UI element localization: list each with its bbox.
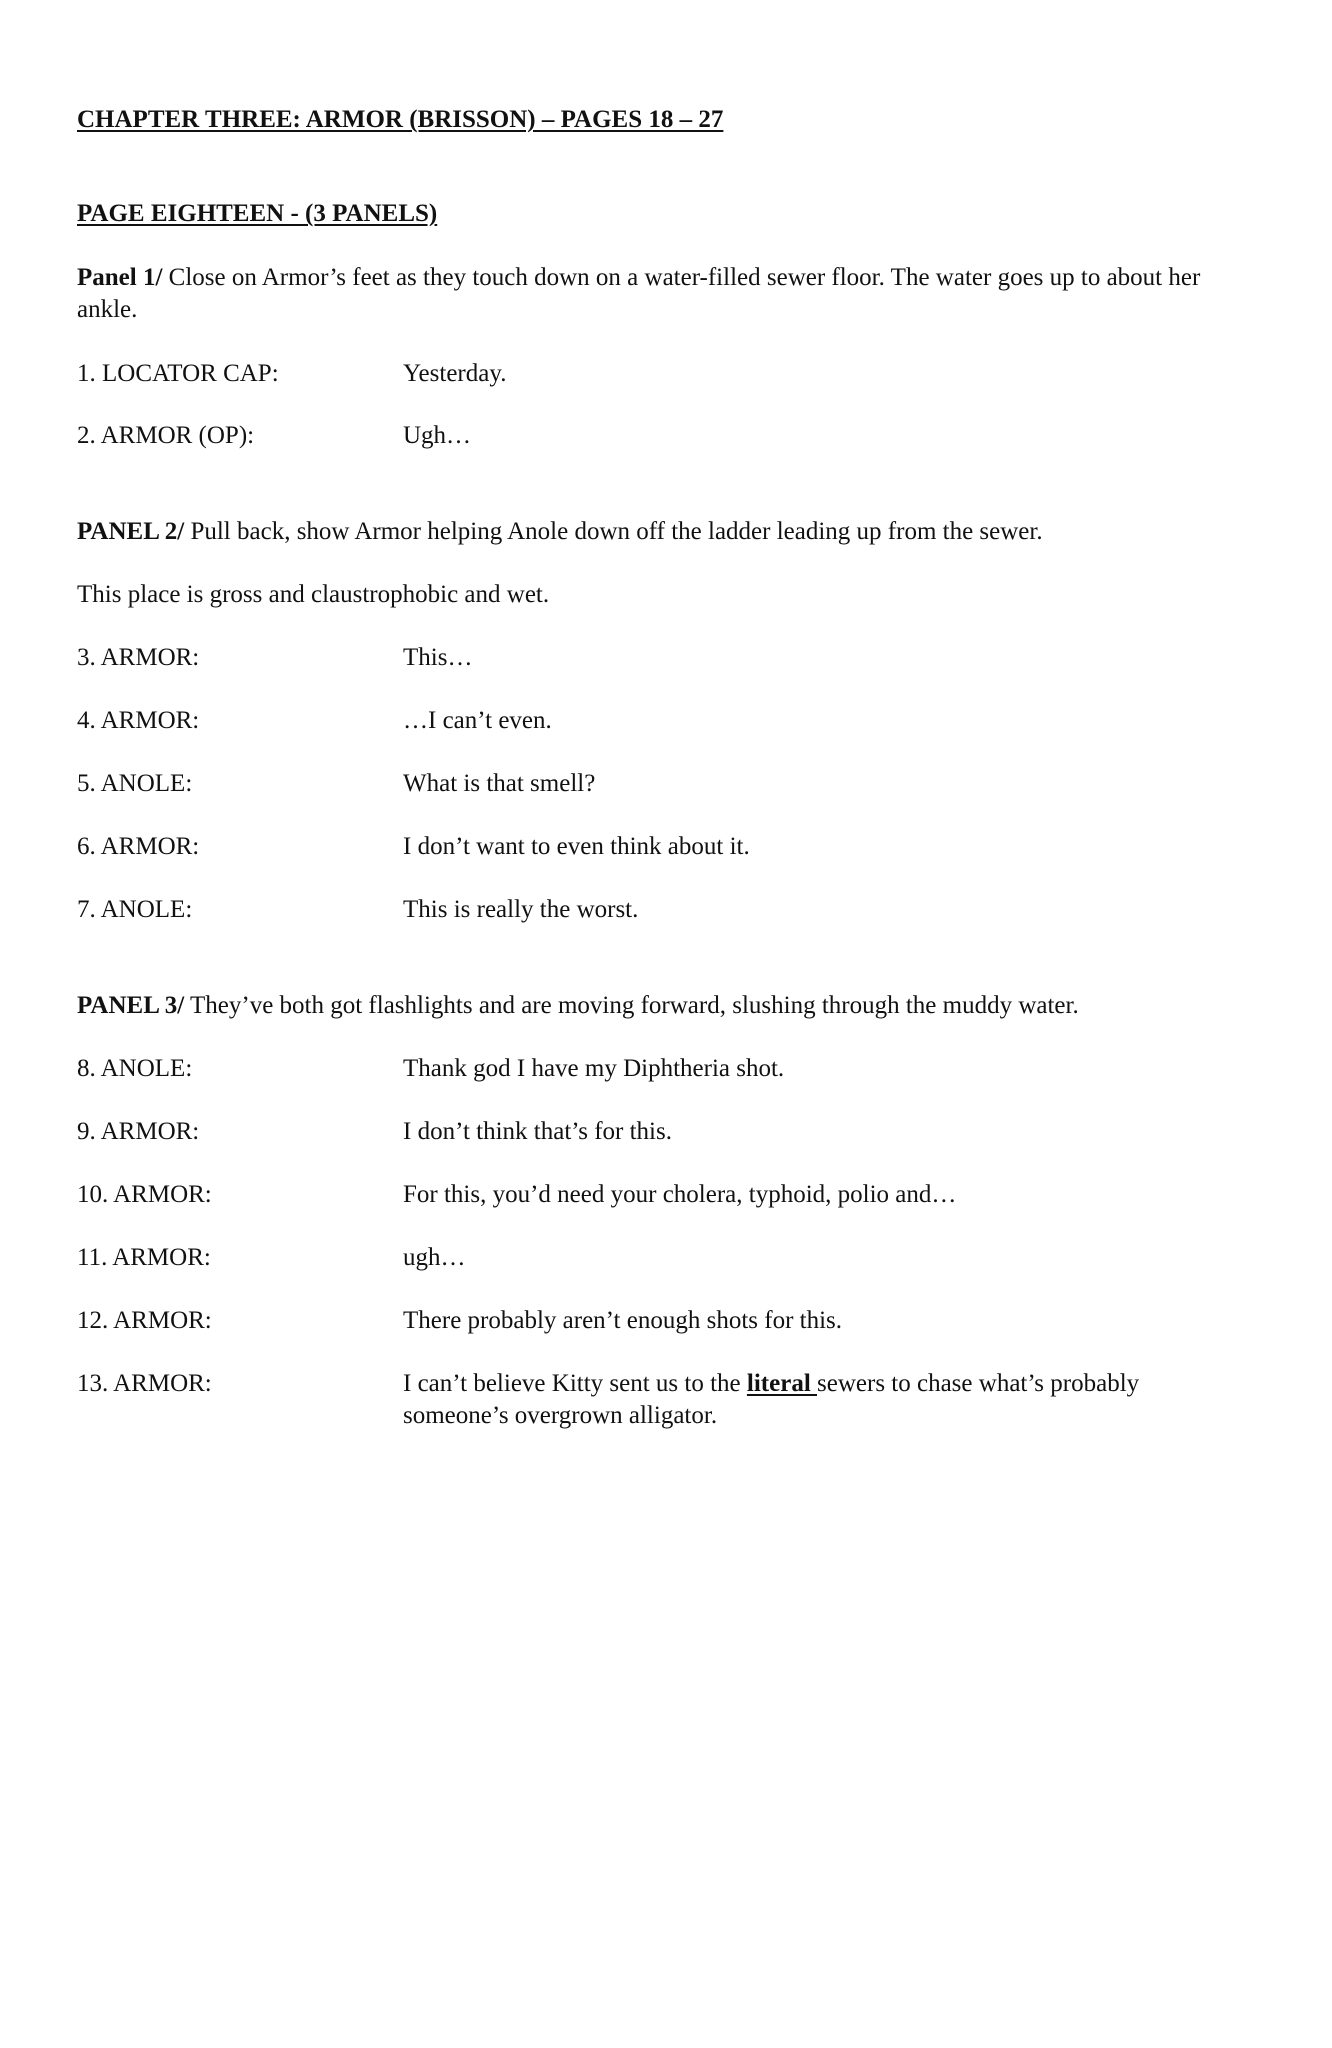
panel-3-text: They’ve both got flashlights and are moving forward, slushing through the muddy water.: [184, 992, 1079, 1019]
dialogue-text: This…: [403, 644, 473, 671]
dialogue-text-before: I can’t believe Kitty sent us to the: [403, 1370, 747, 1397]
dialogue-text: Ugh…: [403, 422, 472, 449]
page-heading: PAGE EIGHTEEN - (3 PANELS): [77, 200, 438, 227]
panel-2-description: [77, 516, 1227, 548]
speaker: 6. ARMOR:: [77, 833, 200, 860]
speaker: 13. ARMOR:: [77, 1370, 212, 1397]
dialogue-text: What is that smell?: [403, 770, 596, 797]
speaker: 3. ARMOR:: [77, 644, 200, 671]
speaker: 4. ARMOR:: [77, 707, 200, 734]
panel-2-label: PANEL 2/: [77, 518, 185, 545]
dialogue-text: Thank god I have my Diphtheria shot.: [403, 1055, 785, 1082]
panel-3-description: [77, 990, 1227, 1022]
panel-2-text: Pull back, show Armor helping Anole down off the ladder leading up from the sewer.: [184, 518, 1043, 545]
dialogue-text: I don’t want to even think about it.: [403, 833, 750, 860]
speaker: 2. ARMOR (OP):: [77, 422, 255, 449]
emphasis-literal: literal: [746, 1370, 818, 1397]
speaker: 5. ANOLE:: [77, 770, 193, 797]
dialogue-text: For this, you’d need your cholera, typhoid, polio and…: [403, 1181, 957, 1208]
dialogue-text: [403, 1368, 1243, 1432]
panel-1-description: [77, 262, 1227, 326]
speaker: 8. ANOLE:: [77, 1055, 193, 1082]
panel-2-note: This place is gross and claustrophobic and wet.: [77, 581, 550, 608]
dialogue-text: …I can’t even.: [403, 707, 552, 734]
speaker: 1. LOCATOR CAP:: [77, 360, 279, 387]
speaker: 9. ARMOR:: [77, 1118, 200, 1145]
panel-1-text: Close on Armor’s feet as they touch down on a water-filled sewer floor. The water goes up to about her ankle.: [77, 264, 1201, 323]
panel-1-label: Panel 1/: [77, 264, 163, 291]
panel-3-label: PANEL 3/: [77, 992, 185, 1019]
dialogue-text: I don’t think that’s for this.: [403, 1118, 672, 1145]
chapter-heading: CHAPTER THREE: ARMOR (BRISSON) – PAGES 18 – 27: [77, 106, 724, 133]
speaker: 10. ARMOR:: [77, 1181, 212, 1208]
dialogue-text-after: sewers to chase what’s probably someone’s overgrown alligator.: [403, 1370, 1140, 1429]
speaker: 12. ARMOR:: [77, 1307, 212, 1334]
dialogue-text: Yesterday.: [403, 360, 507, 387]
dialogue-text: ugh…: [403, 1244, 466, 1271]
dialogue-text: This is really the worst.: [403, 896, 639, 923]
dialogue-text: There probably aren’t enough shots for this.: [403, 1307, 843, 1334]
speaker: 11. ARMOR:: [77, 1244, 211, 1271]
speaker: 7. ANOLE:: [77, 896, 193, 923]
